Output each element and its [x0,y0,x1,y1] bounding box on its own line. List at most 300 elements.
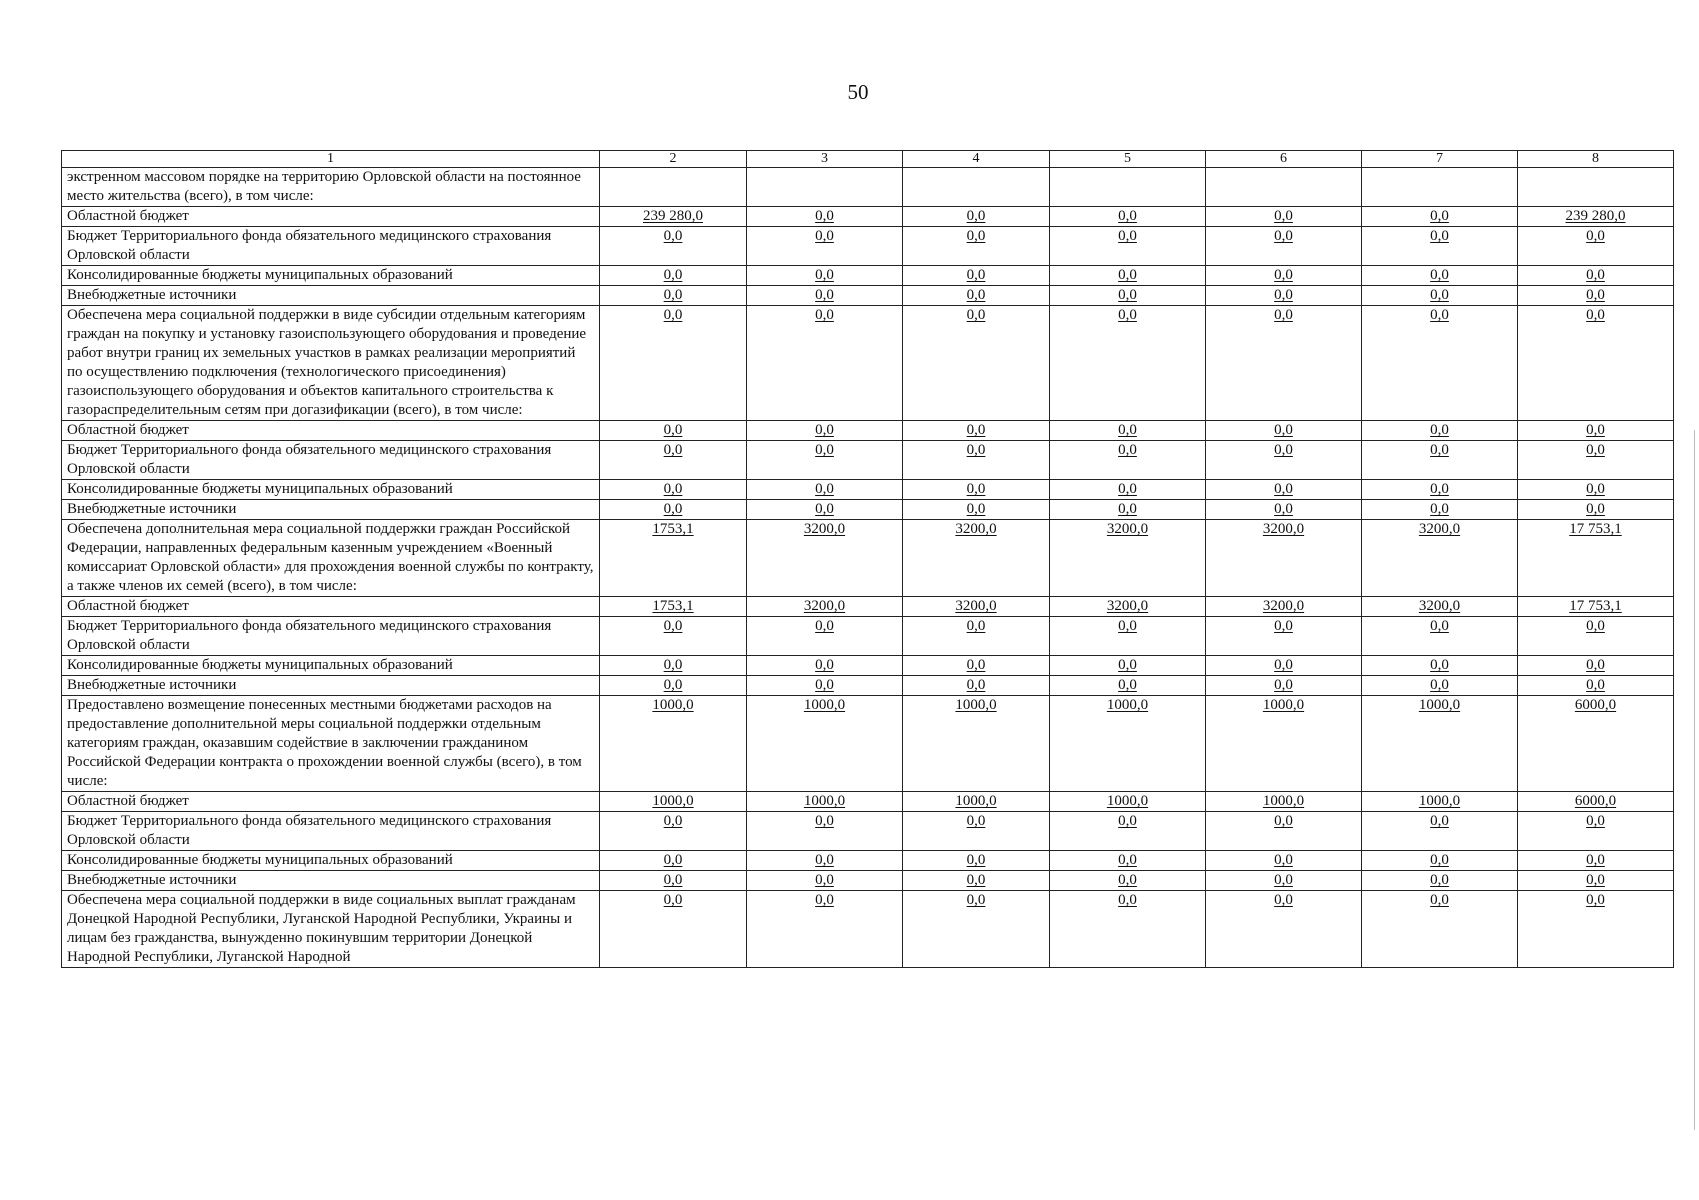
table-body [62,168,1674,968]
value-text: 0,0 [966,287,986,303]
table-row [62,696,1674,792]
page-number: 50 [847,80,869,104]
value-cell [1518,891,1674,968]
value-cell [1362,617,1518,656]
value-cell [1518,656,1674,676]
row-label: Консолидированные бюджеты муниципальных образований [62,656,600,676]
value-cell [1050,617,1206,656]
value-text: 0,0 [815,442,834,458]
value-cell [1362,597,1518,617]
value-cell [1518,871,1674,891]
value-text: 0,0 [1586,872,1605,888]
table-row [62,286,1674,306]
value-cell [747,441,903,480]
value-text: 239 280,0 [1565,208,1626,224]
value-cell [1362,851,1518,871]
value-cell [747,597,903,617]
value-cell [1362,696,1518,792]
value-cell [903,227,1050,266]
value-cell [1050,812,1206,851]
value-text: 0,0 [815,618,834,634]
row-label: Консолидированные бюджеты муниципальных образований [62,851,600,871]
value-cell [600,520,747,597]
value-text: 0,0 [815,228,834,244]
value-cell [747,500,903,520]
value-cell [1050,480,1206,500]
value-text: 0,0 [1274,813,1293,829]
row-label: Обеспечена дополнительная мера социальной поддержки граждан Российской Федерации, направленных федеральным казенным учреждением «Военный комиссариат Орловской области» для прохождения военной службы по контракту, а также членов их семей (всего), в том числе: [62,520,600,597]
value-text: 1000,0 [955,697,997,713]
value-text: 0,0 [815,852,834,868]
value-cell [1206,676,1362,696]
value-cell [1362,871,1518,891]
value-text: 3200,0 [1262,521,1305,537]
value-text: 0,0 [1118,892,1137,908]
value-text: 0,0 [1586,228,1605,244]
value-text: 0,0 [966,852,986,868]
value-cell [1362,207,1518,227]
value-text: 0,0 [1586,852,1605,868]
value-cell [1518,617,1674,656]
value-cell [903,891,1050,968]
value-cell [1050,286,1206,306]
row-label: Бюджет Территориального фонда обязательного медицинского страхования Орловской области [62,227,600,266]
value-cell [1518,306,1674,421]
value-cell [1518,266,1674,286]
value-cell [1206,441,1362,480]
value-text: 0,0 [663,852,683,868]
value-text: 0,0 [815,677,834,693]
value-cell [1050,597,1206,617]
value-cell [1206,617,1362,656]
value-cell [747,891,903,968]
header-cell: 5 [1050,151,1206,168]
value-text: 0,0 [966,501,986,517]
value-cell [1050,168,1206,207]
header-cell: 7 [1362,151,1518,168]
value-text: 0,0 [663,422,683,438]
value-cell [1050,306,1206,421]
value-text: 0,0 [815,267,834,283]
value-text: 0,0 [1274,481,1293,497]
value-cell [600,480,747,500]
value-cell [600,812,747,851]
value-text: 0,0 [1118,442,1137,458]
value-text: 0,0 [1586,267,1605,283]
value-text: 0,0 [1118,501,1137,517]
value-text: 1753,1 [652,521,694,537]
row-label: Областной бюджет [62,597,600,617]
value-text: 0,0 [1274,657,1293,673]
table-row [62,871,1674,891]
value-text: 0,0 [815,892,834,908]
value-text: 0,0 [1274,287,1293,303]
row-label: Предоставлено возмещение понесенных местными бюджетами расходов на предоставление дополнительной меры социальной поддержки отдельным категориям граждан, оказавшим содействие в заключении гражданином Российской Федерации контракта о прохождении военной службы (всего), в том числе: [62,696,600,792]
value-text: 0,0 [815,501,834,517]
value-text: 0,0 [966,422,986,438]
value-text: 0,0 [1430,657,1449,673]
table-row [62,656,1674,676]
value-text: 0,0 [663,618,683,634]
value-cell [1050,207,1206,227]
value-text: 0,0 [1274,267,1293,283]
value-cell [903,597,1050,617]
value-cell [903,696,1050,792]
value-cell [903,441,1050,480]
value-cell [1206,306,1362,421]
value-text: 1000,0 [1418,793,1461,809]
value-text: 3200,0 [955,521,997,537]
value-cell [1362,656,1518,676]
row-label: Областной бюджет [62,421,600,441]
value-cell [1050,871,1206,891]
value-cell [1206,871,1362,891]
value-cell [747,851,903,871]
value-cell [747,656,903,676]
value-text: 1000,0 [1106,793,1149,809]
value-cell [903,656,1050,676]
value-cell [600,871,747,891]
value-text: 0,0 [1274,872,1293,888]
value-cell [600,227,747,266]
budget-table [61,150,1674,968]
value-cell [600,851,747,871]
value-cell [1050,520,1206,597]
value-cell [1518,500,1674,520]
value-cell [1050,851,1206,871]
value-cell [1362,286,1518,306]
value-text: 0,0 [1586,657,1605,673]
value-text: 0,0 [1586,501,1605,517]
value-text: 0,0 [1118,228,1137,244]
value-text: 0,0 [966,677,986,693]
row-label: Внебюджетные источники [62,676,600,696]
row-label: Обеспечена мера социальной поддержки в виде субсидии отдельным категориям граждан на покупку и установку газоиспользующего оборудования и проведение работ внутри границ их земельных участков в рамках реализации мероприятий по осуществлению подключения (технологического присоединения) газоиспользующего оборудования и объектов капитального строительства к газораспределительным сетям при догазификации (всего), в том числе: [62,306,600,421]
value-text: 0,0 [663,287,683,303]
value-cell [600,500,747,520]
value-cell [747,306,903,421]
value-cell [1362,168,1518,207]
value-text: 0,0 [815,872,834,888]
value-text: 0,0 [966,618,986,634]
value-text: 0,0 [1118,307,1137,323]
value-cell [903,207,1050,227]
value-cell [1050,441,1206,480]
value-cell [1362,421,1518,441]
value-cell [600,891,747,968]
value-text: 6000,0 [1574,793,1617,809]
header-cell: 2 [600,151,747,168]
header-cell: 3 [747,151,903,168]
value-cell [1206,520,1362,597]
value-cell [1362,227,1518,266]
value-cell [1206,421,1362,441]
row-label: Консолидированные бюджеты муниципальных образований [62,480,600,500]
value-text: 0,0 [815,422,834,438]
value-cell [1362,891,1518,968]
table-row [62,851,1674,871]
value-cell [747,792,903,812]
header-cell: 4 [903,151,1050,168]
value-text: 0,0 [1586,618,1605,634]
value-text: 17 753,1 [1569,521,1622,537]
value-text: 17 753,1 [1569,598,1622,614]
header-cell: 8 [1518,151,1674,168]
value-cell [903,617,1050,656]
value-text: 0,0 [1118,422,1137,438]
value-text: 0,0 [663,307,683,323]
value-text: 0,0 [1274,677,1293,693]
value-cell [600,168,747,207]
value-text: 0,0 [663,481,683,497]
value-text: 0,0 [1274,501,1293,517]
value-text: 0,0 [1274,422,1293,438]
value-text: 0,0 [966,872,986,888]
value-text: 0,0 [1118,852,1137,868]
value-text: 0,0 [1118,813,1137,829]
value-text: 0,0 [663,892,683,908]
value-text: 0,0 [815,481,834,497]
table-row [62,812,1674,851]
value-text: 0,0 [966,267,986,283]
value-cell [903,871,1050,891]
value-cell [1518,812,1674,851]
value-text: 0,0 [1118,208,1137,224]
value-cell [747,421,903,441]
value-cell [1206,168,1362,207]
value-text: 0,0 [966,481,986,497]
value-cell [747,617,903,656]
value-cell [600,286,747,306]
value-text: 0,0 [1430,208,1449,224]
value-text: 0,0 [1586,442,1605,458]
value-text: 0,0 [1430,481,1449,497]
value-cell [1050,792,1206,812]
value-text: 0,0 [966,228,986,244]
table-row [62,792,1674,812]
value-cell [1362,792,1518,812]
row-label: Областной бюджет [62,792,600,812]
value-text: 1753,1 [652,598,694,614]
value-text: 3200,0 [1106,521,1149,537]
value-cell [903,812,1050,851]
value-cell [1206,792,1362,812]
value-cell [1206,656,1362,676]
value-text: 0,0 [1430,813,1449,829]
table-row [62,480,1674,500]
table-row [62,306,1674,421]
value-cell [1206,851,1362,871]
value-cell [1050,500,1206,520]
value-cell [1362,500,1518,520]
value-text: 3200,0 [955,598,997,614]
value-text: 0,0 [815,307,834,323]
value-text: 1000,0 [803,697,846,713]
value-cell [600,441,747,480]
row-label: Бюджет Территориального фонда обязательного медицинского страхования Орловской области [62,441,600,480]
value-text: 1000,0 [652,793,694,809]
row-label: Обеспечена мера социальной поддержки в виде социальных выплат гражданам Донецкой Народной Республики, Луганской Народной Республики, Украины и лицам без гражданства, вынужденно покинувшим территории Донецкой Народной Республики, Луганской Народной [62,891,600,968]
value-text: 1000,0 [955,793,997,809]
value-cell [747,227,903,266]
value-text: 0,0 [1118,872,1137,888]
value-cell [747,520,903,597]
value-text: 1000,0 [652,697,694,713]
value-text: 0,0 [1586,813,1605,829]
value-text: 3200,0 [1418,598,1461,614]
table-row [62,266,1674,286]
value-text: 0,0 [1586,307,1605,323]
value-text: 0,0 [1274,892,1293,908]
value-text: 0,0 [1118,657,1137,673]
value-text: 3200,0 [803,521,846,537]
value-cell [1206,227,1362,266]
value-text: 0,0 [1586,677,1605,693]
value-cell [600,207,747,227]
row-label: Областной бюджет [62,207,600,227]
value-text: 0,0 [663,657,683,673]
value-cell [747,286,903,306]
value-cell [747,812,903,851]
value-text: 0,0 [1430,501,1449,517]
row-label: Внебюджетные источники [62,500,600,520]
value-text: 0,0 [1430,618,1449,634]
value-cell [903,500,1050,520]
value-cell [1518,168,1674,207]
value-cell [600,676,747,696]
value-cell [903,520,1050,597]
value-text: 0,0 [663,872,683,888]
value-cell [903,266,1050,286]
value-text: 0,0 [663,442,683,458]
value-text: 0,0 [1118,618,1137,634]
value-cell [1206,597,1362,617]
header-row [62,151,1674,168]
value-text: 0,0 [1430,287,1449,303]
value-text: 3200,0 [1262,598,1305,614]
value-cell [600,696,747,792]
row-label: Внебюджетные источники [62,871,600,891]
value-text: 0,0 [663,813,683,829]
value-text: 0,0 [966,657,986,673]
value-text: 0,0 [1430,852,1449,868]
value-text: 0,0 [1118,481,1137,497]
table-row [62,676,1674,696]
value-text: 0,0 [1274,228,1293,244]
value-cell [1362,306,1518,421]
row-label: Бюджет Территориального фонда обязательного медицинского страхования Орловской области [62,812,600,851]
header-cell: 6 [1206,151,1362,168]
value-cell [1362,676,1518,696]
row-label: экстренном массовом порядке на территорию Орловской области на постоянное место жительства (всего), в том числе: [62,168,600,207]
row-label: Консолидированные бюджеты муниципальных образований [62,266,600,286]
value-cell [1518,286,1674,306]
table-row [62,891,1674,968]
value-text: 0,0 [1274,208,1293,224]
table-row [62,421,1674,441]
table-row [62,597,1674,617]
value-cell [1518,480,1674,500]
value-cell [600,421,747,441]
value-cell [1050,891,1206,968]
value-text: 0,0 [1430,422,1449,438]
value-cell [747,676,903,696]
value-cell [1362,266,1518,286]
table-row [62,500,1674,520]
scan-edge [1694,430,1699,1130]
value-text: 239 280,0 [643,208,703,224]
value-cell [1362,480,1518,500]
value-cell [1362,812,1518,851]
value-text: 0,0 [1430,228,1449,244]
value-text: 1000,0 [1262,793,1305,809]
value-cell [903,286,1050,306]
value-text: 6000,0 [1574,697,1617,713]
value-cell [1206,286,1362,306]
table-row [62,441,1674,480]
value-text: 0,0 [966,307,986,323]
value-text: 3200,0 [1106,598,1149,614]
value-cell [903,168,1050,207]
value-cell [600,597,747,617]
value-cell [1518,227,1674,266]
value-text: 0,0 [1430,267,1449,283]
value-cell [1206,812,1362,851]
value-text: 0,0 [663,501,683,517]
value-cell [903,676,1050,696]
value-text: 0,0 [1118,677,1137,693]
value-cell [1362,520,1518,597]
value-cell [1518,792,1674,812]
value-text: 0,0 [1430,677,1449,693]
value-text: 0,0 [815,657,834,673]
value-cell [1206,500,1362,520]
value-cell [1518,207,1674,227]
value-text: 0,0 [1274,852,1293,868]
value-text: 0,0 [815,813,834,829]
value-text: 0,0 [1274,307,1293,323]
value-text: 0,0 [1586,892,1605,908]
value-cell [1518,696,1674,792]
value-cell [1206,266,1362,286]
value-text: 0,0 [966,892,986,908]
value-cell [1362,441,1518,480]
value-text: 0,0 [815,208,834,224]
value-text: 0,0 [1118,287,1137,303]
value-text: 0,0 [1430,442,1449,458]
value-cell [600,266,747,286]
value-cell [1206,891,1362,968]
value-text: 0,0 [966,442,986,458]
value-text: 0,0 [1274,618,1293,634]
value-cell [1206,480,1362,500]
value-cell [1050,656,1206,676]
value-cell [1050,696,1206,792]
row-label: Бюджет Территориального фонда обязательного медицинского страхования Орловской области [62,617,600,656]
value-cell [600,792,747,812]
value-cell [1518,421,1674,441]
value-text: 1000,0 [803,793,846,809]
value-cell [1050,266,1206,286]
value-text: 0,0 [1586,481,1605,497]
value-text: 0,0 [1430,307,1449,323]
value-text: 0,0 [966,813,986,829]
value-cell [1518,520,1674,597]
value-text: 0,0 [1586,422,1605,438]
value-cell [1206,207,1362,227]
value-text: 3200,0 [1418,521,1461,537]
value-cell [1050,227,1206,266]
